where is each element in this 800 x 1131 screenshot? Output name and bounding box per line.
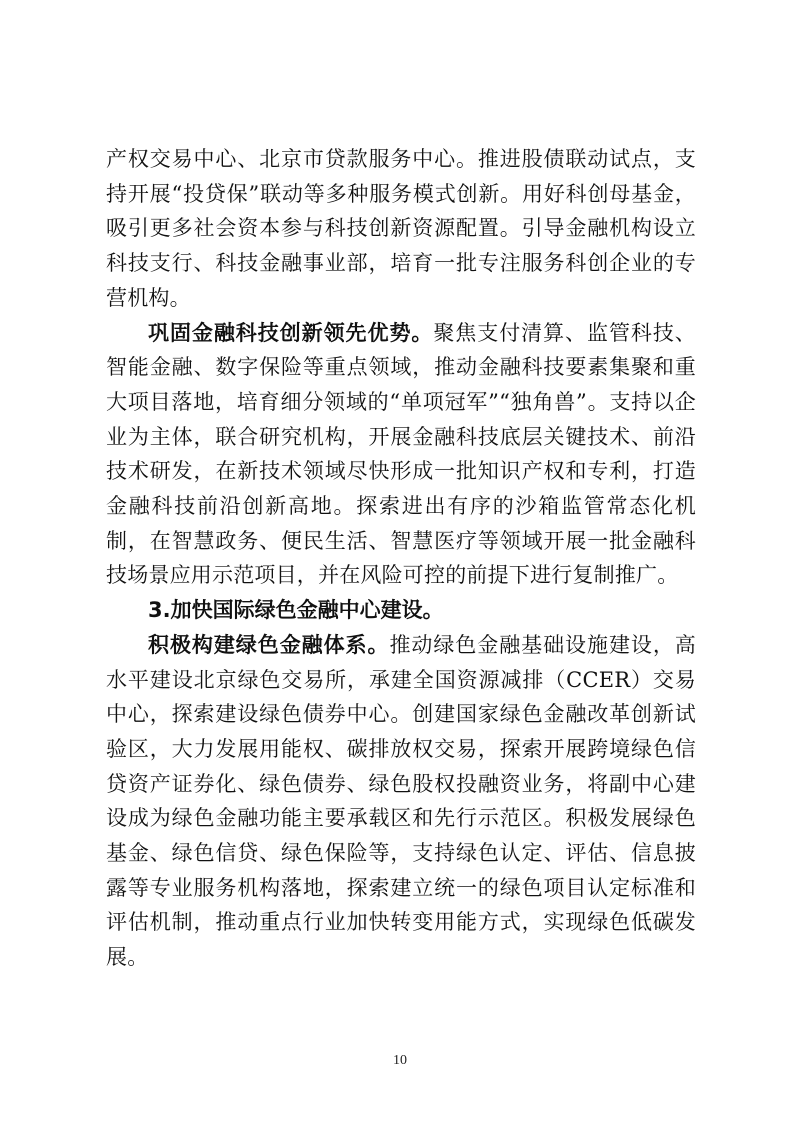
- paragraph-lead: 巩固金融科技创新领先优势。: [148, 320, 434, 345]
- paragraph-continuation: [106, 142, 696, 316]
- paragraph-text: 推动绿色金融基础设施建设，高水平建设北京绿色交易所，承建全国资源减排（CCER）交易中心，探索建设绿色债券中心。创建国家绿色金融改革创新试验区，大力发展用能权、碳排放权交易，探索开展跨境绿色信贷资产证券化、绿色债券、绿色股权投融资业务，将副中心建设成为绿色金融功能主要承载区和先行示范区。积极发展绿色基金、绿色信贷、绿色保险等，支持绿色认定、评估、信息披露等专业服务机构落地，探索建立统一的绿色项目认定标准和评估机制，推动重点行业加快转变用能方式，实现绿色低碳发展。: [106, 632, 696, 970]
- document-body: [106, 142, 696, 975]
- paragraph-text: 聚焦支付清算、监管科技、智能金融、数字保险等重点领域，推动金融科技要素集聚和重大项目落地，培育细分领域的“单项冠军”“独角兽”。支持以企业为主体，联合研究机构，开展金融科技底层关键技术、前沿技术研发，在新技术领域尽快形成一批知识产权和专利，打造金融科技前沿创新高地。探索进出有序的沙箱监管常态化机制，在智慧政务、便民生活、智慧医疗等领域开展一批金融科技场景应用示范项目，并在风险可控的前提下进行复制推广。: [106, 320, 696, 588]
- paragraph-text: 产权交易中心、北京市贷款服务中心。推进股债联动试点，支持开展“投贷保”联动等多种服务模式创新。用好科创母基金，吸引更多社会资本参与科技创新资源配置。引导金融机构设立科技支行、科技金融事业部，培育一批专注服务科创企业的专营机构。: [106, 147, 696, 310]
- paragraph-fintech: [106, 316, 696, 594]
- paragraph-lead: 积极构建绿色金融体系。: [148, 632, 390, 657]
- paragraph-green-finance: [106, 628, 696, 975]
- page-number: 10: [393, 1053, 407, 1068]
- section-heading: 3.加快国际绿色金融中心建设。: [148, 598, 444, 623]
